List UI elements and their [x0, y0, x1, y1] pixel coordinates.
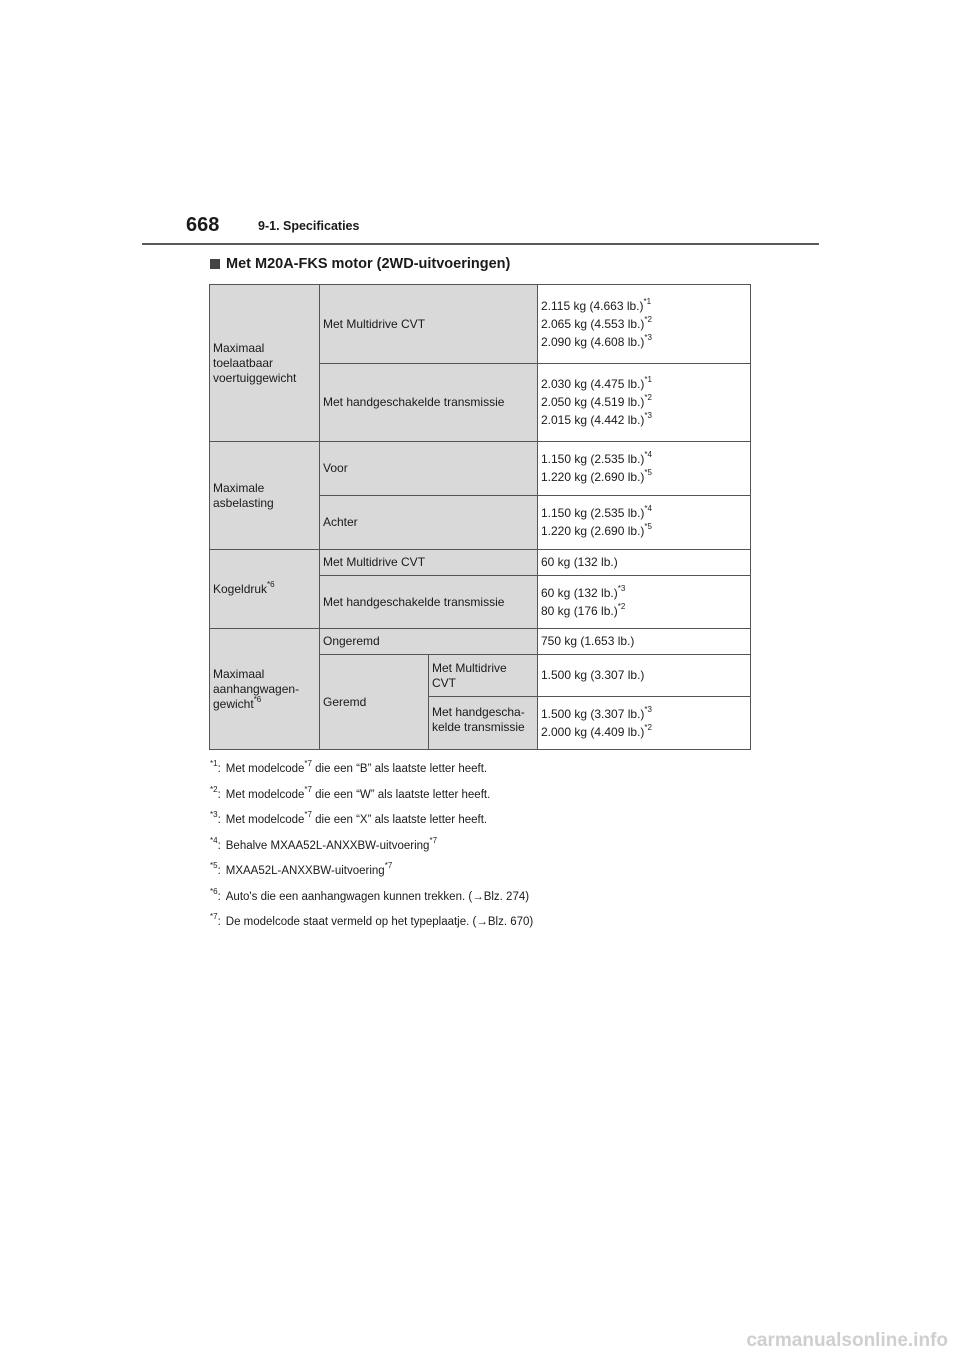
gvw-manual-label: Met handgeschakelde transmissie: [320, 364, 538, 442]
footnote: $^{*4}$: Behalve MXAA52L-ANXXBW-uitvoering$^{*7}$: [210, 835, 438, 852]
axle-rear-label: Achter: [320, 496, 538, 550]
hitch-cvt-value: 60 kg (132 lb.): [538, 550, 751, 576]
footnote: $^{*3}$: Met modelcode$^{*7}$ die een “X” als laatste letter heeft.: [210, 810, 488, 826]
table-row: [210, 629, 751, 655]
footnote: $^{*5}$: MXAA52L-ANXXBW-uitvoering$^{*7}$: [210, 861, 393, 877]
footnote: $^{*1}$: Met modelcode$^{*7}$ die een “B” als laatste letter heeft.: [210, 759, 488, 775]
footnotes: [210, 760, 770, 939]
section-title: 9-1. Specificaties: [258, 219, 360, 233]
axle-front-values: 1.150 kg (2.535 lb.)$^{*4}$ 1.220 kg (2.690 lb.)$^{*5}$: [538, 442, 751, 496]
section-heading: [210, 256, 510, 272]
page-number: 668: [186, 214, 220, 236]
trailer-braked-cvt-value: 1.500 kg (3.307 lb.): [538, 655, 751, 697]
trailer-braked-manual-values: 1.500 kg (3.307 lb.)$^{*3}$ 2.000 kg (4.409 lb.)$^{*2}$: [538, 697, 751, 750]
row-header-axle: Maximale asbelasting: [210, 442, 320, 550]
row-header-hitch: Kogeldruk$^{*6}$: [210, 550, 320, 629]
footnote: $^{*2}$: Met modelcode$^{*7}$ die een “W” als laatste letter heeft.: [210, 784, 491, 801]
hitch-cvt-label: Met Multidrive CVT: [320, 550, 538, 576]
table-row: [210, 550, 751, 576]
hitch-manual-values: 60 kg (132 lb.)$^{*3}$ 80 kg (176 lb.)$^{*2}$: [538, 576, 751, 629]
axle-rear-values: 1.150 kg (2.535 lb.)$^{*4}$ 1.220 kg (2.690 lb.)$^{*5}$: [538, 496, 751, 550]
watermark: carmanualsonline.info: [746, 1330, 948, 1351]
row-header-trailer: Maximaal aanhangwagen- gewicht$^{*6}$: [210, 629, 320, 750]
gvw-cvt-values: 2.115 kg (4.663 lb.)$^{*1}$ 2.065 kg (4.553 lb.)$^{*2}$ 2.090 kg (4.608 lb.)$^{*3}$: [538, 285, 751, 364]
hitch-manual-label: Met handgeschakelde transmissie: [320, 576, 538, 629]
trailer-unbraked-label: Ongeremd: [320, 629, 538, 655]
footnote: $^{*7}$: De modelcode staat vermeld op het typeplaatje. (→Blz. 670): [210, 912, 534, 928]
row-header-gvw: Maximaal toelaatbaar voertuiggewicht: [210, 285, 320, 442]
gvw-manual-values: 2.030 kg (4.475 lb.)$^{*1}$ 2.050 kg (4.519 lb.)$^{*2}$ 2.015 kg (4.442 lb.)$^{*3}$: [538, 364, 751, 442]
header-divider: [142, 243, 819, 245]
axle-front-label: Voor: [320, 442, 538, 496]
table-row: [210, 285, 751, 364]
trailer-braked-manual-label: Met handgescha- kelde transmissie: [429, 697, 538, 750]
gvw-cvt-label: Met Multidrive CVT: [320, 285, 538, 364]
trailer-unbraked-value: 750 kg (1.653 lb.): [538, 629, 751, 655]
trailer-braked-label: Geremd: [320, 655, 429, 750]
table-row: [210, 442, 751, 496]
specifications-table: [209, 284, 751, 750]
square-bullet-icon: [210, 259, 220, 269]
trailer-braked-cvt-label: Met Multidrive CVT: [429, 655, 538, 697]
footnote: $^{*6}$: Auto's die een aanhangwagen kunnen trekken. (→Blz. 274): [210, 886, 530, 903]
heading-text: Met M20A-FKS motor (2WD-uitvoeringen): [226, 256, 511, 272]
